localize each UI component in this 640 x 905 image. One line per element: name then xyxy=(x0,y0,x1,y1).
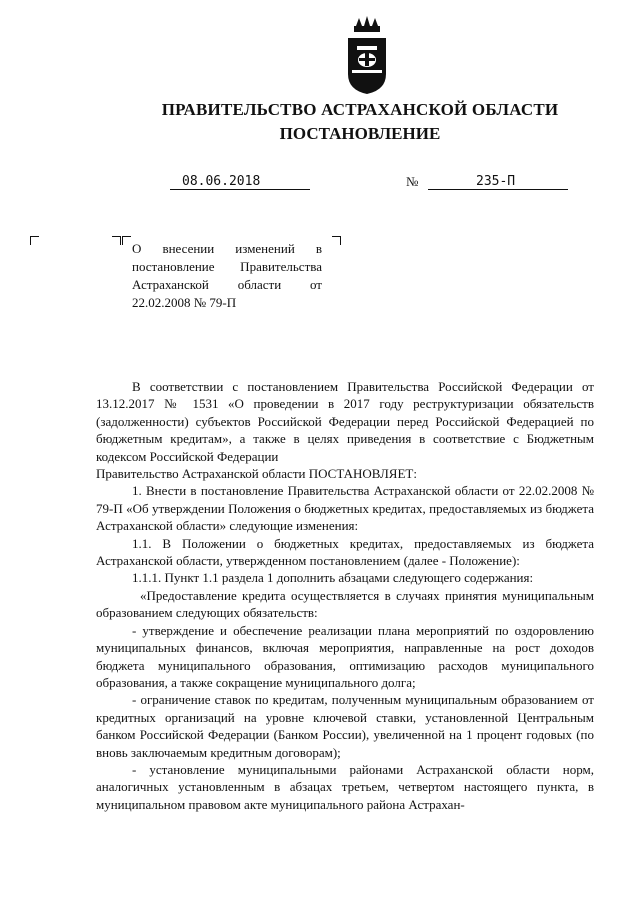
item-1-paragraph: 1. Внести в постановление Правительства Астраханской области от 22.02.2008 № 79-П «Об утверждении Положения о бюджетных кредитах, предоставляемых из бюджета Астраханской области» следующие изменения: xyxy=(96,483,594,534)
document-date: 08.06.2018 xyxy=(170,174,310,190)
organization-title: ПРАВИТЕЛЬСТВО АСТРАХАНСКОЙ ОБЛАСТИ xyxy=(161,100,559,119)
quote-intro-paragraph: «Предоставление кредита осуществляется в случаях принятия муниципальным образованием следующих обязательств: xyxy=(96,587,594,621)
preamble-paragraph: В соответствии с постановлением Правительства Российской Федерации от 13.12.2017 № 1531 «О проведении в 2017 году реструктуризации обязательств (задолженности) субъектов Российской Федерации перед Российской Федерацией по бюджетным кредитам», а также в целях приведения в соответствие с Бюджетным кодексом Российской Федерации xyxy=(96,379,594,464)
number-label: № xyxy=(406,174,419,189)
item-1-1-1-paragraph: 1.1.1. Пункт 1.1 раздела 1 дополнить абзацами следующего содержания: xyxy=(132,570,534,586)
document-number: 235-П xyxy=(428,174,568,190)
corner-mark-subject-close xyxy=(112,236,121,245)
document-body xyxy=(96,378,594,813)
document-subject: О внесении изменений в постановление Правительства Астраханской области от 22.02.2008 № 79-П xyxy=(132,241,322,310)
corner-mark-subject-open xyxy=(122,236,131,245)
corner-mark-right xyxy=(332,236,341,245)
coat-of-arms-icon xyxy=(340,16,394,96)
bullet-2-paragraph: - ограничение ставок по кредитам, полученным муниципальным образованием от кредитных организаций на уровне ключевой ставки, установленной Центральным банком Российской Федерации (Банком России), увеличенной на 1 процент годовых (по вновь заключаемым кредитным договорам); xyxy=(96,692,594,760)
bullet-1-paragraph: - утверждение и обеспечение реализации плана мероприятий по оздоровлению муниципальных финансов, включая мероприятия, направленные на рост доходов бюджета муниципального образования, оптимизацию расходов муниципального образования, а также сокращение муниципального долга; xyxy=(96,622,594,690)
corner-mark-left xyxy=(30,236,39,245)
bullet-3-paragraph: - установление муниципальными районами Астраханской области норм, аналогичных установленным в абзацах третьем, четвертом настоящего пункта, в муниципальном правовом акте муниципального района Астрахан- xyxy=(96,761,594,812)
resolves-paragraph: Правительство Астраханской области ПОСТАНОВЛЯЕТ: xyxy=(96,466,417,482)
item-1-1-paragraph: 1.1. В Положении о бюджетных кредитах, предоставляемых из бюджета Астраханской области, утвержденном постановлением (далее - Положение): xyxy=(96,535,594,569)
document-type-title: ПОСТАНОВЛЕНИЕ xyxy=(279,124,441,143)
